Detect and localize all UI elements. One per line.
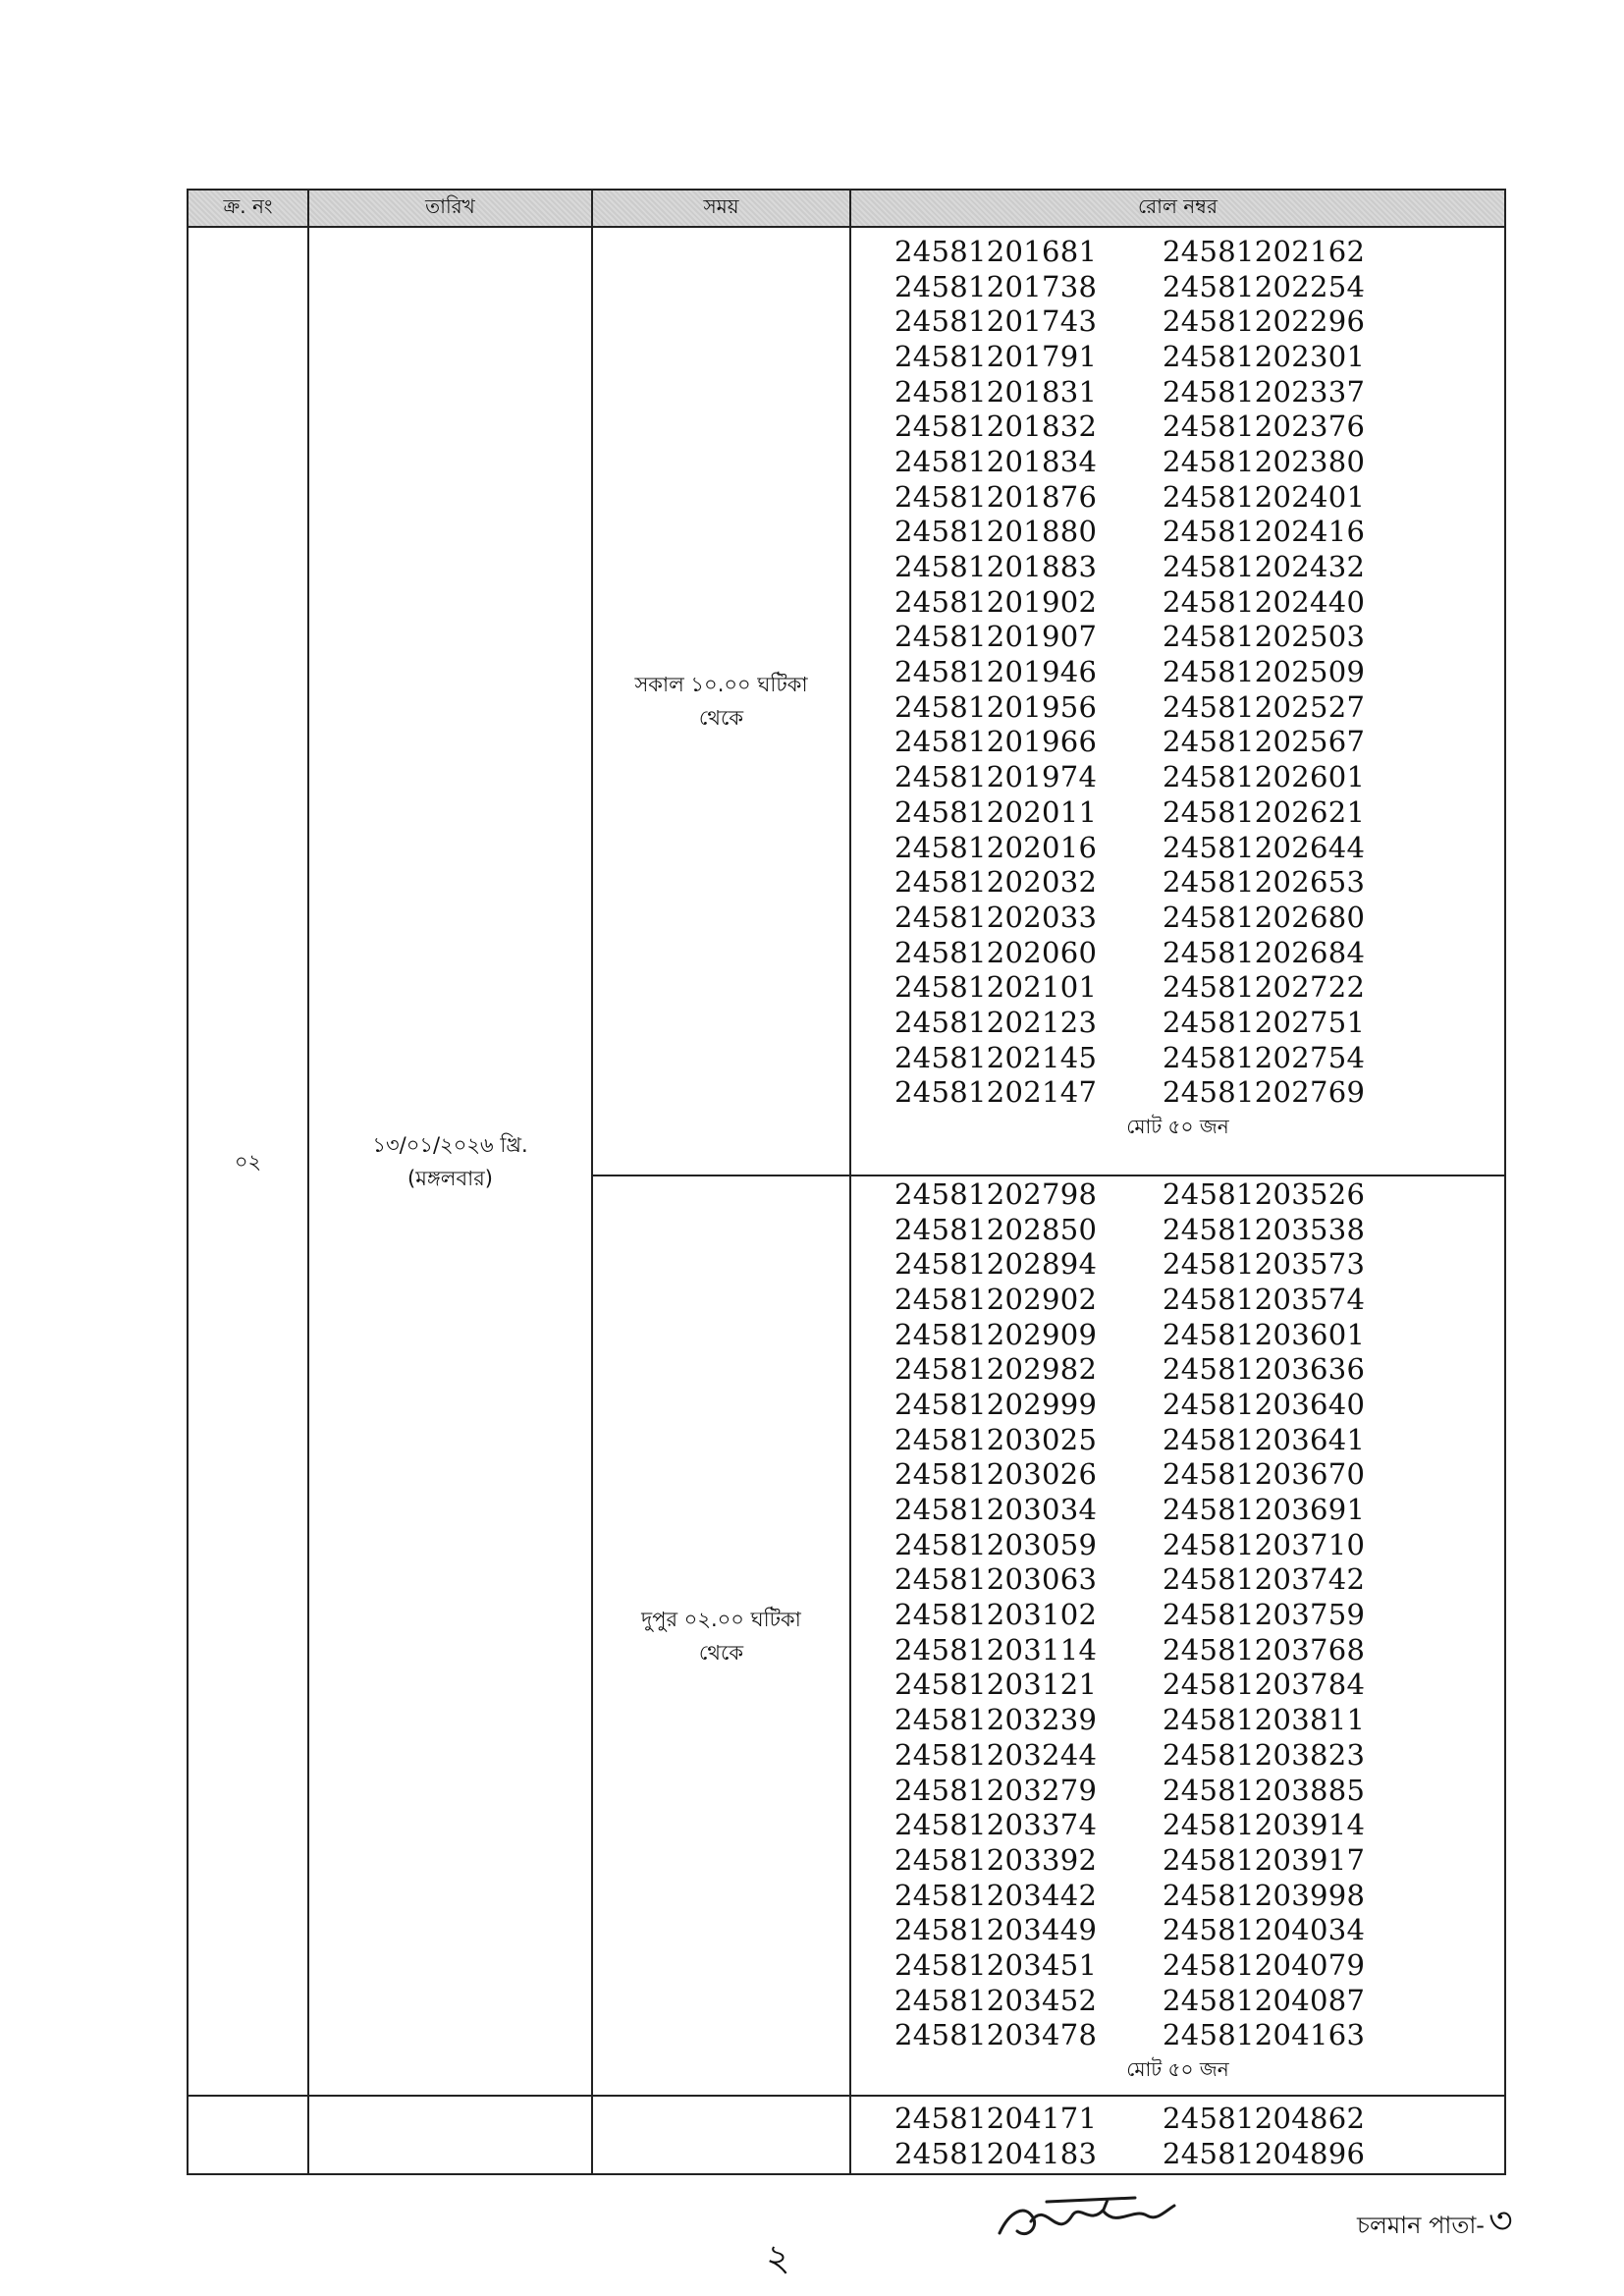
header-roll: রোল নম্বর xyxy=(850,190,1505,227)
roll-row xyxy=(851,1212,1504,1247)
roll-number: 24581204896 xyxy=(1163,2136,1366,2170)
roll-number: 24581203670 xyxy=(1163,1457,1366,1492)
roll-row xyxy=(851,1702,1504,1737)
roll-number: 24581201834 xyxy=(894,444,1098,478)
roll-row xyxy=(851,374,1504,410)
roll-row xyxy=(851,1492,1504,1527)
roll-row xyxy=(851,1562,1504,1598)
roll-number: 24581202567 xyxy=(1163,725,1366,759)
roll-row xyxy=(851,1773,1504,1808)
time-morning-line1: সকাল ১০.০০ ঘটিকা xyxy=(634,673,808,696)
roll-row xyxy=(851,1282,1504,1317)
table-header-row xyxy=(188,190,1505,227)
roll-number: 24581203121 xyxy=(894,1667,1098,1702)
roll-row xyxy=(851,1947,1504,1983)
roll-row xyxy=(851,794,1504,830)
roll-number: 24581202769 xyxy=(1163,1075,1366,1110)
roll-number: 24581202509 xyxy=(1163,655,1366,689)
roll-row xyxy=(851,654,1504,689)
roll-number: 24581202601 xyxy=(1163,760,1366,794)
running-page-indicator xyxy=(1357,2192,1513,2255)
roll-row xyxy=(851,1075,1504,1111)
roll-number: 24581202751 xyxy=(1163,1005,1366,1039)
roll-number: 24581202999 xyxy=(894,1387,1098,1421)
roll-row xyxy=(851,409,1504,444)
signature-mark xyxy=(988,2182,1184,2253)
roll-number: 24581203063 xyxy=(894,1562,1098,1597)
roll-number: 24581201738 xyxy=(894,269,1098,303)
empty-serial-cell xyxy=(188,2096,308,2174)
roll-row xyxy=(851,584,1504,620)
roll-list-continued xyxy=(851,2099,1504,2170)
total-afternoon: মোট ৫০ জন xyxy=(1126,2057,1229,2082)
roll-row xyxy=(851,479,1504,515)
roll-number: 24581202401 xyxy=(1163,479,1366,514)
roll-number: 24581202296 xyxy=(1163,304,1366,339)
roll-number: 24581202254 xyxy=(1163,269,1366,303)
roll-row xyxy=(851,1878,1504,1913)
roll-number: 24581203034 xyxy=(894,1493,1098,1527)
roll-number: 24581203526 xyxy=(1163,1176,1366,1211)
roll-number: 24581203452 xyxy=(894,1983,1098,2017)
roll-number: 24581203768 xyxy=(1163,1632,1366,1667)
empty-date-cell xyxy=(308,2096,592,2174)
roll-number: 24581201791 xyxy=(894,339,1098,373)
serial-cell xyxy=(188,227,308,2096)
roll-number: 24581203538 xyxy=(1163,1212,1366,1246)
roll-number: 24581203451 xyxy=(894,1947,1098,1982)
roll-number: 24581202684 xyxy=(1163,935,1366,969)
roll-row xyxy=(851,1317,1504,1352)
roll-row xyxy=(851,303,1504,339)
roll-row xyxy=(851,1632,1504,1667)
roll-number: 24581203574 xyxy=(1163,1282,1366,1316)
roll-number: 24581204171 xyxy=(894,2102,1098,2136)
roll-row xyxy=(851,1351,1504,1387)
roll-number: 24581203759 xyxy=(1163,1598,1366,1632)
roll-number: 24581202301 xyxy=(1163,339,1366,373)
roll-number: 24581203823 xyxy=(1163,1737,1366,1772)
roll-number: 24581204862 xyxy=(1163,2102,1366,2136)
total-morning: মোট ৫০ জন xyxy=(1126,1115,1229,1139)
roll-row xyxy=(851,969,1504,1005)
table-row-continued xyxy=(188,2096,1505,2174)
roll-number: 24581201966 xyxy=(894,725,1098,759)
page-number: ২ xyxy=(766,2236,790,2279)
roll-number: 24581201832 xyxy=(894,410,1098,444)
roll-number: 24581203636 xyxy=(1163,1352,1366,1387)
roll-number: 24581202380 xyxy=(1163,444,1366,478)
roll-row xyxy=(851,2018,1504,2053)
roll-number: 24581203691 xyxy=(1163,1493,1366,1527)
roll-row xyxy=(851,444,1504,479)
roll-row xyxy=(851,725,1504,760)
roll-number: 24581203102 xyxy=(894,1598,1098,1632)
roll-number: 24581204087 xyxy=(1163,1983,1366,2017)
roll-number: 24581201883 xyxy=(894,550,1098,584)
roll-number: 24581201681 xyxy=(894,234,1098,268)
roll-number: 24581202909 xyxy=(894,1317,1098,1351)
roll-number: 24581204163 xyxy=(1163,2018,1366,2052)
roll-cell-morning xyxy=(850,227,1505,1175)
exam-day: (মঙ্গলবার) xyxy=(407,1166,493,1190)
roll-row xyxy=(851,830,1504,865)
serial-number: ০২ xyxy=(234,1149,262,1174)
roll-number: 24581202798 xyxy=(894,1176,1098,1211)
roll-number: 24581203640 xyxy=(1163,1387,1366,1421)
roll-number: 24581201974 xyxy=(894,760,1098,794)
roll-number: 24581203239 xyxy=(894,1703,1098,1737)
roll-row xyxy=(851,1597,1504,1632)
roll-row xyxy=(851,515,1504,550)
roll-number: 24581203742 xyxy=(1163,1562,1366,1597)
roll-number: 24581202722 xyxy=(1163,970,1366,1005)
roll-number: 24581201907 xyxy=(894,620,1098,654)
roll-number: 24581203885 xyxy=(1163,1773,1366,1807)
roll-row xyxy=(851,1912,1504,1947)
roll-row xyxy=(851,1737,1504,1773)
roll-row xyxy=(851,759,1504,794)
roll-row xyxy=(851,1005,1504,1040)
roll-number: 24581203449 xyxy=(894,1913,1098,1947)
roll-number: 24581202032 xyxy=(894,865,1098,900)
roll-number: 24581203784 xyxy=(1163,1667,1366,1702)
roll-row xyxy=(851,864,1504,900)
roll-number: 24581203917 xyxy=(1163,1842,1366,1877)
roll-row xyxy=(851,269,1504,304)
roll-row xyxy=(851,1176,1504,1212)
roll-number: 24581202621 xyxy=(1163,794,1366,829)
roll-number: 24581202162 xyxy=(1163,234,1366,268)
roll-number: 24581202644 xyxy=(1163,830,1366,864)
roll-number: 24581203114 xyxy=(894,1632,1098,1667)
roll-row xyxy=(851,2136,1504,2171)
roll-number: 24581202503 xyxy=(1163,620,1366,654)
exam-schedule-table xyxy=(187,189,1506,2175)
roll-number: 24581202754 xyxy=(1163,1040,1366,1074)
roll-number: 24581201876 xyxy=(894,479,1098,514)
roll-number: 24581202145 xyxy=(894,1040,1098,1074)
roll-number: 24581202011 xyxy=(894,794,1098,829)
roll-number: 24581202147 xyxy=(894,1075,1098,1110)
roll-number: 24581202376 xyxy=(1163,410,1366,444)
roll-row xyxy=(851,620,1504,655)
time-cell-afternoon xyxy=(592,1175,850,2096)
roll-row xyxy=(851,1457,1504,1493)
header-time: সময় xyxy=(592,190,850,227)
roll-number: 24581201946 xyxy=(894,655,1098,689)
roll-number: 24581202440 xyxy=(1163,584,1366,619)
roll-row xyxy=(851,1807,1504,1842)
roll-number: 24581203374 xyxy=(894,1808,1098,1842)
roll-row xyxy=(851,1040,1504,1075)
roll-number: 24581201956 xyxy=(894,689,1098,724)
roll-number: 24581203641 xyxy=(1163,1422,1366,1456)
header-serial: ক্র. নং xyxy=(188,190,308,227)
time-afternoon-line1: দুপুর ০২.০০ ঘটিকা xyxy=(641,1607,801,1631)
roll-row xyxy=(851,1246,1504,1282)
exam-date: ১৩/০১/২০২৬ খ্রি. xyxy=(372,1132,528,1157)
roll-number: 24581202894 xyxy=(894,1247,1098,1282)
time-morning-line2: থেকে xyxy=(698,706,744,730)
roll-row xyxy=(851,234,1504,269)
roll-number: 24581203914 xyxy=(1163,1808,1366,1842)
running-page-label: চলমান পাতা- xyxy=(1357,2212,1485,2239)
roll-number: 24581202016 xyxy=(894,830,1098,864)
date-cell xyxy=(308,227,592,2096)
roll-cell-continued xyxy=(850,2096,1505,2174)
roll-number: 24581203059 xyxy=(894,1527,1098,1561)
running-page-number: ৩ xyxy=(1488,2199,1513,2242)
roll-number: 24581203442 xyxy=(894,1878,1098,1912)
roll-number: 24581203710 xyxy=(1163,1527,1366,1561)
roll-row xyxy=(851,549,1504,584)
roll-row xyxy=(851,900,1504,935)
roll-number: 24581202123 xyxy=(894,1005,1098,1039)
roll-number: 24581201880 xyxy=(894,515,1098,549)
roll-row xyxy=(851,1422,1504,1457)
roll-row xyxy=(851,689,1504,725)
roll-number: 24581203478 xyxy=(894,2018,1098,2052)
roll-number: 24581202680 xyxy=(1163,900,1366,934)
roll-number: 24581203573 xyxy=(1163,1247,1366,1282)
roll-number: 24581202060 xyxy=(894,935,1098,969)
header-date: তারিখ xyxy=(308,190,592,227)
roll-row xyxy=(851,1842,1504,1878)
roll-row xyxy=(851,1387,1504,1422)
roll-number: 24581204183 xyxy=(894,2136,1098,2170)
roll-number: 24581202982 xyxy=(894,1352,1098,1387)
roll-list-afternoon xyxy=(851,1176,1504,2052)
roll-number: 24581203392 xyxy=(894,1842,1098,1877)
roll-row xyxy=(851,339,1504,374)
roll-number: 24581203026 xyxy=(894,1457,1098,1492)
roll-number: 24581203998 xyxy=(1163,1878,1366,1912)
table-row-morning xyxy=(188,227,1505,1175)
roll-row xyxy=(851,2101,1504,2136)
time-afternoon-line2: থেকে xyxy=(698,1640,744,1665)
roll-row xyxy=(851,1527,1504,1562)
roll-number: 24581202101 xyxy=(894,970,1098,1005)
roll-number: 24581201831 xyxy=(894,374,1098,409)
roll-number: 24581202033 xyxy=(894,900,1098,934)
roll-number: 24581202527 xyxy=(1163,689,1366,724)
roll-number: 24581202416 xyxy=(1163,515,1366,549)
roll-number: 24581202850 xyxy=(894,1212,1098,1246)
roll-row xyxy=(851,935,1504,970)
roll-number: 24581202653 xyxy=(1163,865,1366,900)
roll-number: 24581202432 xyxy=(1163,550,1366,584)
roll-row xyxy=(851,1983,1504,2018)
roll-number: 24581202902 xyxy=(894,1282,1098,1316)
roll-cell-afternoon xyxy=(850,1175,1505,2096)
roll-number: 24581203244 xyxy=(894,1737,1098,1772)
roll-number: 24581204034 xyxy=(1163,1913,1366,1947)
roll-number: 24581201902 xyxy=(894,584,1098,619)
roll-number: 24581203811 xyxy=(1163,1703,1366,1737)
roll-number: 24581202337 xyxy=(1163,374,1366,409)
empty-time-cell xyxy=(592,2096,850,2174)
time-cell-morning xyxy=(592,227,850,1175)
roll-number: 24581203601 xyxy=(1163,1317,1366,1351)
roll-row xyxy=(851,1667,1504,1703)
roll-number: 24581201743 xyxy=(894,304,1098,339)
roll-number: 24581203025 xyxy=(894,1422,1098,1456)
roll-number: 24581203279 xyxy=(894,1773,1098,1807)
roll-list-morning xyxy=(851,228,1504,1110)
roll-number: 24581204079 xyxy=(1163,1947,1366,1982)
